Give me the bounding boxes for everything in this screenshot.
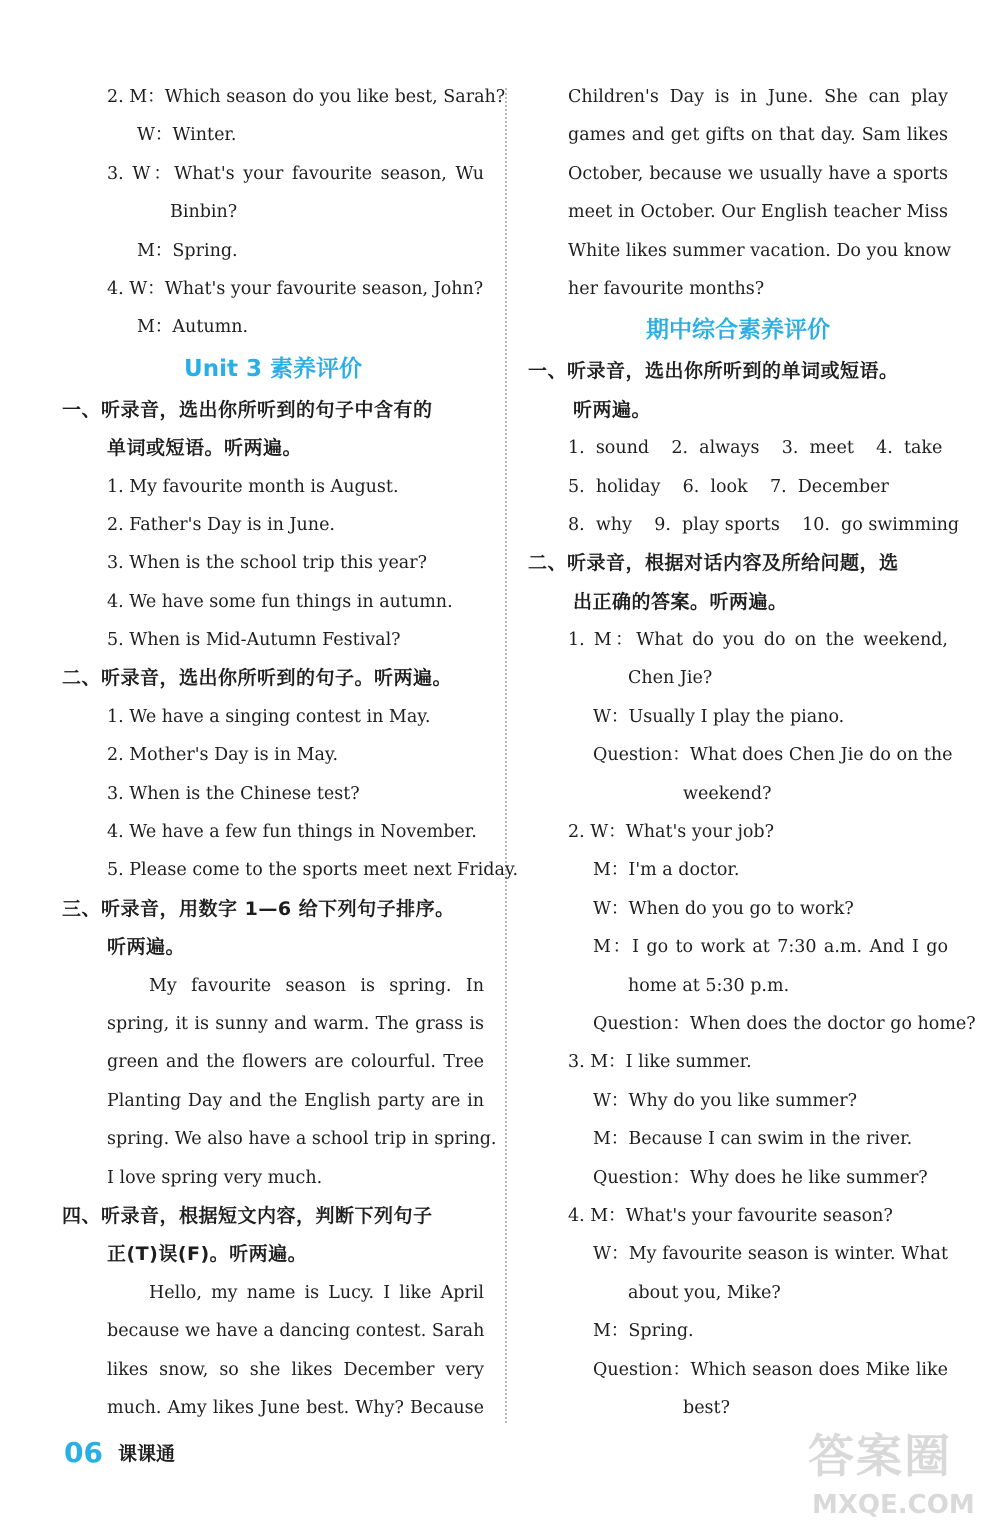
unit3-section-title: Unit 3 素养评价 [184, 355, 362, 382]
passage-line: October, because we usually have a sports [568, 163, 948, 184]
dialog-line: 2. W：What's your job? [568, 822, 774, 843]
question-line: Question：Why does he like summer? [593, 1167, 928, 1188]
section-heading: 四、听录音，根据短文内容，判断下列句子 [62, 1204, 433, 1227]
passage-line: Children's Day is in June. She can play [568, 87, 948, 107]
dialog-line: 4. M：What's your favourite season? [568, 1205, 893, 1226]
passage-line: White likes summer vacation. Do you know [568, 240, 952, 261]
list-item: 3. When is the Chinese test? [107, 783, 360, 804]
list-item: 2. Mother's Day is in May. [107, 745, 339, 766]
dialog-line: W：Usually I play the piano. [593, 706, 845, 727]
question-line: weekend? [683, 783, 772, 804]
list-item: 2. Father's Day is in June. [107, 514, 335, 535]
passage-line: I love spring very much. [107, 1167, 323, 1188]
list-item: 5. When is Mid-Autumn Festival? [107, 630, 401, 651]
question-line: Question：Which season does Mike like [593, 1359, 948, 1380]
dialog-line: 4. W：What's your favourite season, John? [107, 278, 484, 299]
dialog-line: home at 5:30 p.m. [628, 975, 790, 996]
list-item: 4. We have a few fun things in November. [107, 822, 477, 843]
dialog-line: 1. M：What do you do on the weekend, [568, 630, 948, 651]
question-line: Question：When does the doctor go home? [593, 1013, 976, 1034]
dialog-line: M：Spring. [137, 240, 238, 261]
list-item: 5. Please come to the sports meet next Friday. [107, 860, 519, 881]
question-line: Question：What does Chen Jie do on the [593, 745, 953, 766]
passage-line: her favourite months? [568, 278, 765, 299]
section-heading-cont: 出正确的答案。听两遍。 [573, 590, 788, 613]
passage-line: because we have a dancing contest. Sarah [107, 1321, 485, 1342]
dialog-line: W：Why do you like summer? [593, 1090, 858, 1111]
dialog-line: M：Spring. [593, 1321, 694, 1342]
dialog-line: M：I go to work at 7:30 a.m. And I go [593, 937, 948, 958]
word-row: 8. why 9. play sports 10. go swimming [568, 514, 960, 535]
list-item: 4. We have some fun things in autumn. [107, 591, 453, 612]
dialog-line: M：Autumn. [137, 317, 249, 338]
dialog-line: 2. M：Which season do you like best, Sarah? [107, 87, 506, 107]
dialog-line: W：When do you go to work? [593, 898, 854, 919]
dialog-line: M：Because I can swim in the river. [593, 1129, 913, 1150]
dialog-line: 3. W：What's your favourite season, Wu [107, 163, 484, 184]
section-heading: 二、听录音，根据对话内容及所给问题，选 [528, 552, 899, 575]
list-item: 1. My favourite month is August. [107, 476, 399, 497]
column-divider [505, 88, 507, 1423]
section-heading: 一、听录音，选出你所听到的句子中含有的 [62, 398, 433, 421]
dialog-line: Chen Jie? [628, 668, 713, 689]
section-heading-cont: 单词或短语。听两遍。 [107, 437, 303, 460]
watermark-logo: 答案圈 [808, 1429, 952, 1483]
passage-line: spring. We also have a school trip in spring. [107, 1129, 497, 1150]
passage-line: likes snow, so she likes December very [107, 1359, 484, 1380]
section-heading: 二、听录音，选出你所听到的句子。听两遍。 [62, 667, 453, 690]
passage-line: My favourite season is spring. In [149, 975, 484, 996]
watermark-url: MXQE.COM [812, 1490, 975, 1520]
midterm-section-title: 期中综合素养评价 [646, 317, 830, 344]
dialog-line: about you, Mike? [628, 1282, 781, 1303]
watermark [808, 1428, 978, 1528]
section-heading-cont: 正(T)误(F)。听两遍。 [107, 1243, 308, 1266]
page-number: 06 [64, 1436, 103, 1469]
list-item: 1. We have a singing contest in May. [107, 706, 431, 727]
dialog-line: Binbin? [170, 202, 238, 223]
word-row: 5. holiday 6. look 7. December [568, 476, 889, 497]
left-column [62, 78, 519, 1427]
passage-line: Hello, my name is Lucy. I like April [149, 1282, 484, 1303]
passage-line: meet in October. Our English teacher Miss [568, 202, 948, 223]
brand-name: 课课通 [118, 1443, 176, 1465]
passage-line: Planting Day and the English party are in [107, 1090, 484, 1111]
list-item: 3. When is the school trip this year? [107, 553, 427, 574]
dialog-line: W：Winter. [137, 125, 237, 146]
question-line: best? [683, 1397, 730, 1418]
dialog-line: W：My favourite season is winter. What [593, 1244, 948, 1265]
passage-line: games and get gifts on that day. Sam likes [568, 125, 948, 146]
section-heading: 三、听录音，用数字 1—6 给下列句子排序。 [62, 897, 455, 920]
word-row: 1. sound 2. always 3. meet 4. take [568, 438, 943, 459]
passage-line: much. Amy likes June best. Why? Because [107, 1397, 484, 1418]
section-heading-cont: 听两遍。 [107, 936, 186, 959]
dialog-line: 3. M：I like summer. [568, 1052, 752, 1073]
section-heading-cont: 听两遍。 [573, 398, 652, 421]
passage-line: spring, it is sunny and warm. The grass is [107, 1013, 484, 1034]
section-heading: 一、听录音，选出你所听到的单词或短语。 [528, 360, 899, 383]
right-column [528, 78, 976, 1427]
passage-line: green and the flowers are colourful. Tree [107, 1052, 484, 1073]
dialog-line: M：I'm a doctor. [593, 860, 740, 881]
